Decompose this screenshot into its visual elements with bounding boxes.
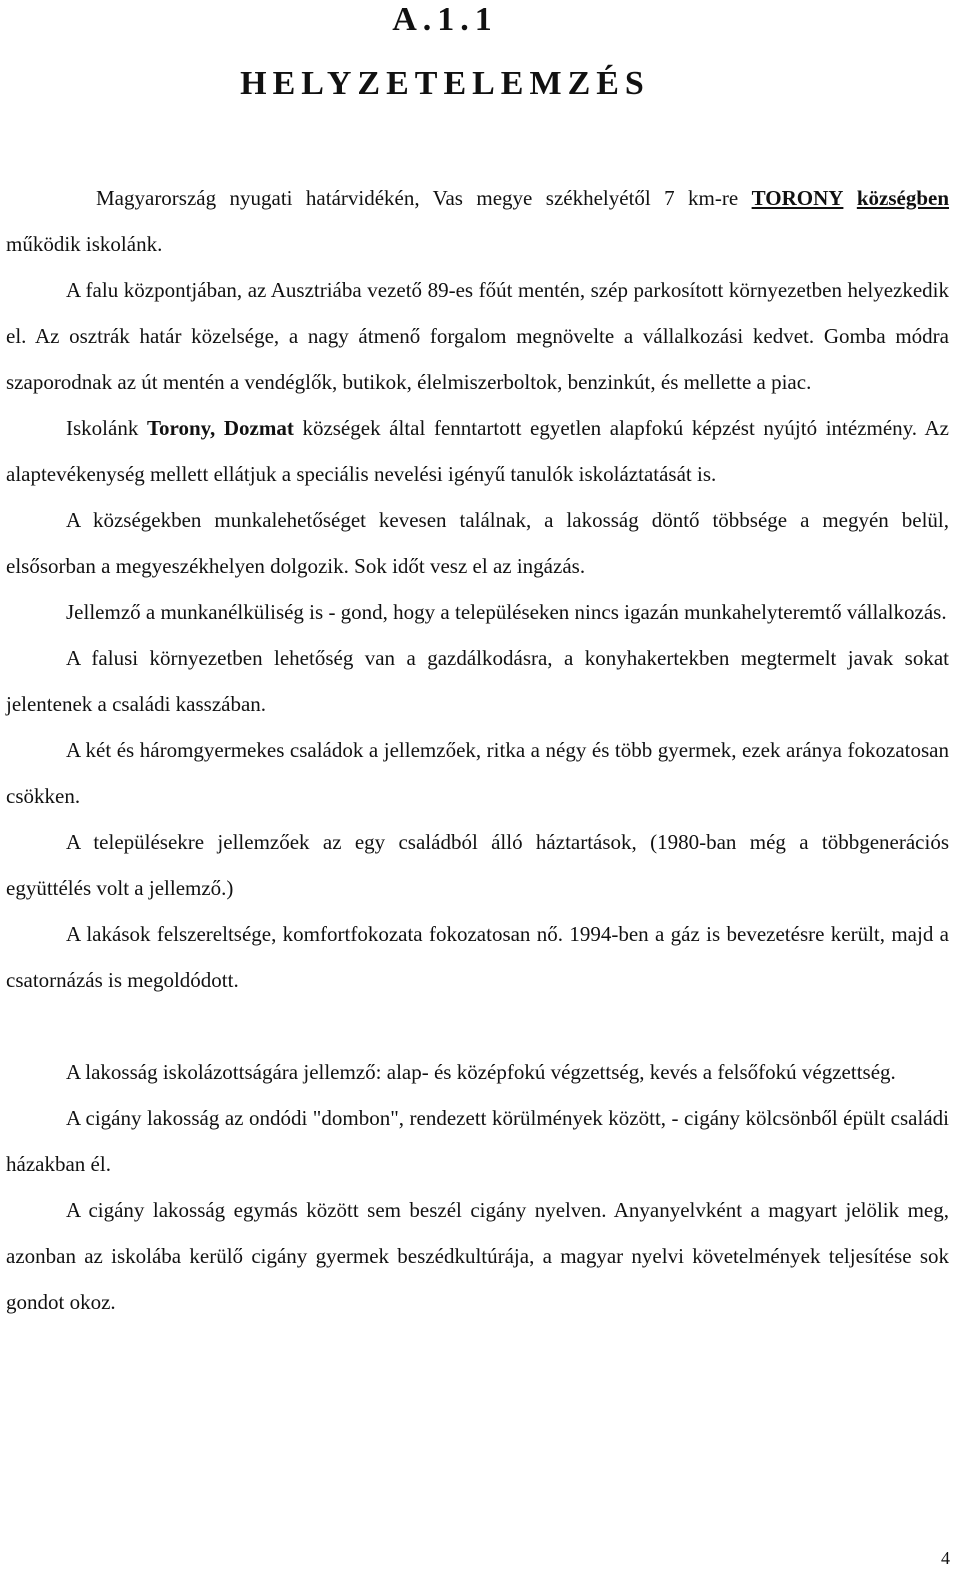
paragraph-farming: A falusi környezetben lehetőség van a gazdálkodásra, a konyhakertekben megtermelt javak sokat jelentenek a családi kasszában.	[6, 646, 949, 716]
paragraph-employment: A községekben munkalehetőséget kevesen találnak, a lakosság döntő többsége a megyén belül, elsősorban a megyeszékhelyen dolgozik. Sok időt vesz el az ingázás.	[6, 508, 949, 578]
document-body	[6, 175, 949, 1325]
paragraph-school-start: Iskolánk	[66, 416, 147, 440]
page-number: 4	[941, 1548, 950, 1568]
paragraph-location: A falu központjában, az Ausztriába vezető 89-es főút mentén, szép parkosított környezetben helyezkedik el. Az osztrák határ közelsége, a nagy átmenő forgalom megnövelte a vállalkozási kedvet. Gomba módra szaporodnak az út mentén a vendéglők, butikok, élelmiszerboltok, benzinkút, és mellette a piac.	[6, 278, 949, 394]
paragraph-roma-housing: A cigány lakosság az ondódi "dombon", rendezett körülmények között, - cigány kölcsönből épült családi házakban él.	[6, 1106, 949, 1176]
link-torony[interactable]: TORONY	[751, 186, 844, 210]
paragraph-intro	[6, 175, 949, 267]
paragraph-school-end: községek által fenntartott egyetlen alapfokú képzést nyújtó intézmény. Az alaptevékenység mellett ellátjuk a speciális nevelési igényű tanulók iskoláztatását is.	[6, 416, 950, 486]
paragraph-households: A településekre jellemzőek az egy családból álló háztartások, (1980-ban még a többgenerációs együttélés volt a jellemző.)	[6, 830, 949, 900]
village-names: Torony, Dozmat	[146, 416, 294, 440]
paragraph-intro-end: működik iskolánk.	[6, 232, 163, 256]
paragraph-intro-text: Magyarország nyugati határvidékén, Vas megye székhelyétől 7 km-re	[96, 186, 752, 210]
paragraph-housing: A lakások felszereltsége, komfortfokozata fokozatosan nő. 1994-ben a gáz is bevezetésre került, majd a csatornázás is megoldódott.	[6, 922, 949, 992]
section-number: A.1.1	[392, 1, 498, 38]
paragraph-roma-language: A cigány lakosság egymás között sem beszél cigány nyelven. Anyanyelvként a magyart jelölik meg, azonban az iskolába kerülő cigány gyermek beszédkultúrája, a magyar nyelvi követelmények teljesítése sok gondot okoz.	[6, 1198, 949, 1314]
spacer	[843, 186, 856, 210]
paragraph-unemployment: Jellemző a munkanélküliség is - gond, hogy a településeken nincs igazán munkahelyteremtő vállalkozás.	[66, 600, 947, 624]
link-kozsegben[interactable]: községben	[856, 186, 950, 210]
page-title: HELYZETELEMZÉS	[240, 65, 650, 102]
paragraph-education: A lakosság iskolázottságára jellemző: alap- és középfokú végzettség, kevés a felsőfokú végzettség.	[66, 1060, 896, 1084]
paragraph-gap	[6, 1003, 949, 1049]
paragraph-families: A két és háromgyermekes családok a jellemzőek, ritka a négy és több gyermek, ezek aránya fokozatosan csökken.	[6, 738, 949, 808]
paragraph-school	[6, 405, 949, 497]
